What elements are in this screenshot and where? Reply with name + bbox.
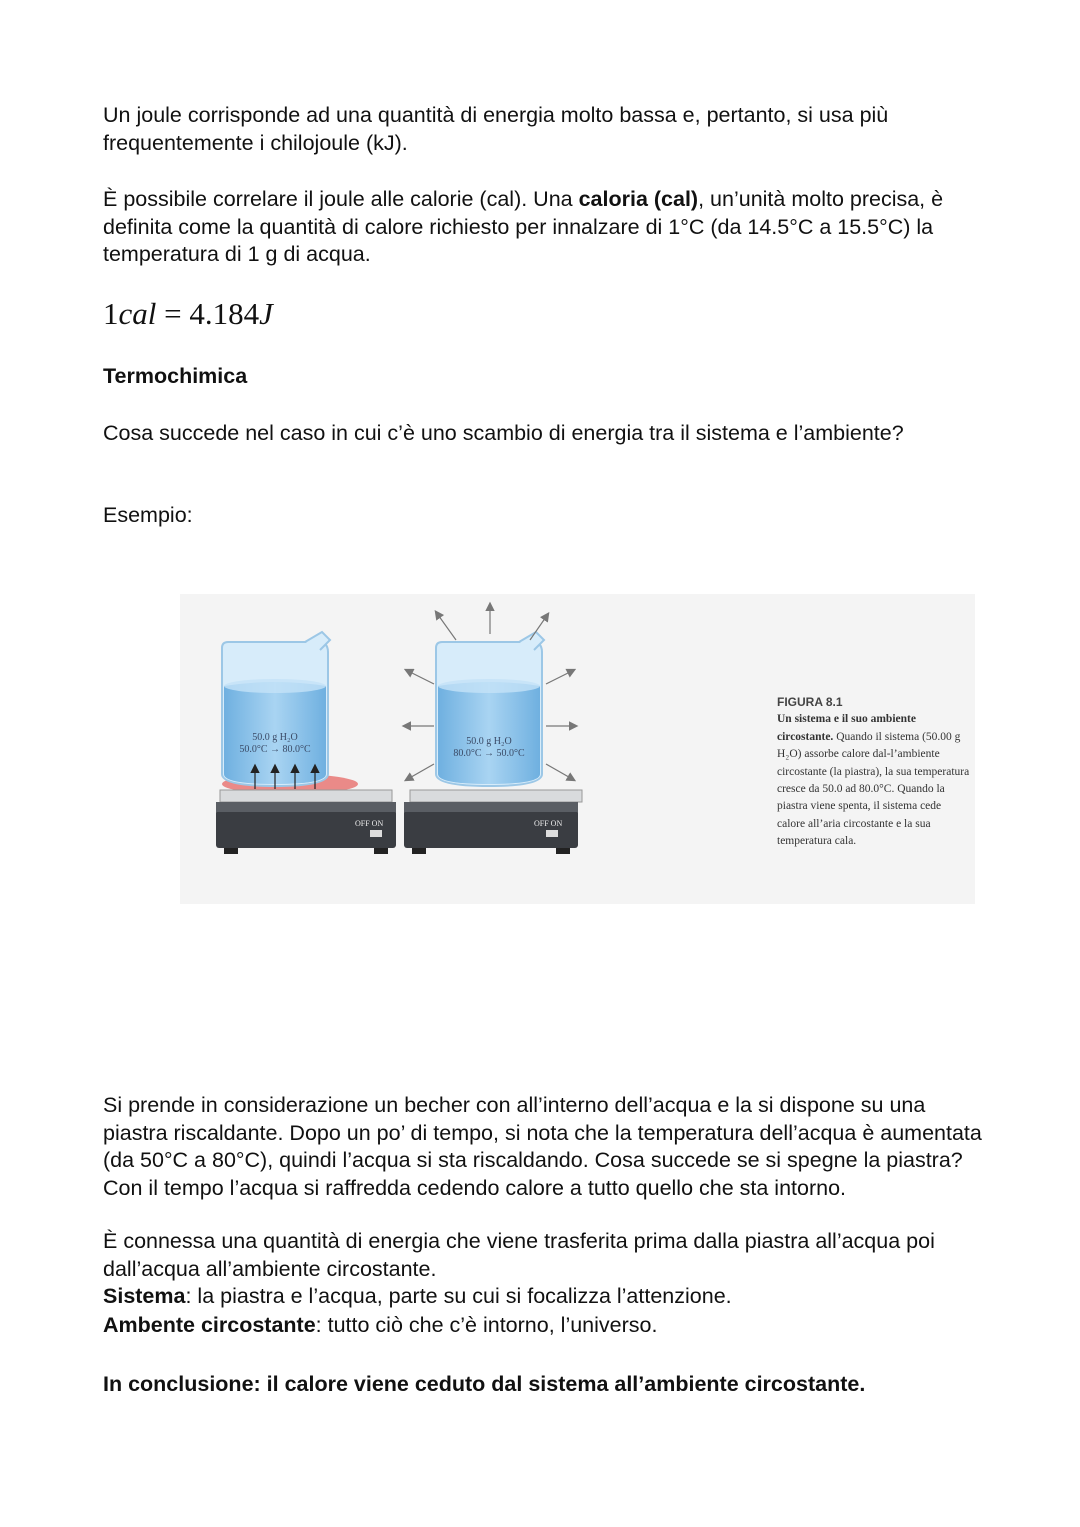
formula-rhs-unit: J xyxy=(259,296,273,331)
sistema-term: Sistema xyxy=(103,1284,186,1308)
formula-equals: = xyxy=(156,296,190,331)
intro-paragraph: Un joule corrisponde ad una quantità di energia molto bassa e, pertanto, si usa più frequentemente i chilojoule (kJ). xyxy=(103,103,889,155)
calorie-definition-paragraph xyxy=(103,186,983,269)
sistema-text: : la piastra e l’acqua, parte su cui si focalizza l’attenzione. xyxy=(185,1284,732,1308)
hot-plate-2 xyxy=(404,810,578,848)
formula-lhs-unit: cal xyxy=(118,296,157,331)
conclusion: In conclusione: il calore viene ceduto dal sistema all’ambiente circostante. xyxy=(103,1372,866,1396)
formula-rhs-number: 4.184 xyxy=(189,296,260,331)
beaker-heating xyxy=(216,632,396,854)
switch-label-1: OFF ON xyxy=(355,819,384,828)
caption-bold: Un sistema e il suo ambiente circostante. xyxy=(777,713,916,743)
hot-plate-1 xyxy=(216,810,396,848)
formula-lhs-number: 1 xyxy=(103,296,119,331)
caption-text: Quando il sistema (50.00 g H₂O) assorbe calore dal-l’ambiente circostante (la piastra), la sua temperatura cresce da 50.0 ad 80.0°C. Quando la piastra viene spenta, il sistema cede calore all’aria circostante e la sua temperatura cala. xyxy=(777,730,970,848)
figure-8-1 xyxy=(180,594,975,904)
calorie-text-before: È possibile correlare il joule alle calorie (cal). Una xyxy=(103,187,579,211)
ambiente-term: Ambente circostante xyxy=(103,1313,316,1337)
beaker2-mass-label: 50.0 g H₂O xyxy=(466,736,512,747)
calorie-text-after: , un’unità molto precisa, è definita come la quantità di calore richiesto per innalzare di 1°C (da 14.5°C a 15.5°C) la temperatura di 1 g di acqua. xyxy=(103,187,944,266)
ambiente-text: : tutto ciò che c’è intorno, l’universo. xyxy=(315,1313,658,1337)
question-paragraph: Cosa succede nel caso in cui c’è uno scambio di energia tra il sistema e l’ambiente? xyxy=(103,421,904,445)
sistema-definition xyxy=(103,1283,983,1311)
conversion-formula xyxy=(103,296,273,332)
beaker-water xyxy=(438,682,540,784)
beaker-cooling xyxy=(404,604,582,854)
energy-transfer-paragraph: È connessa una quantità di energia che viene trasferita prima dalla piastra all’acqua poi dall’acqua all’ambiente circostante. xyxy=(103,1229,935,1281)
example-label: Esempio: xyxy=(103,503,193,527)
beaker2-temp-label: 80.0°C → 50.0°C xyxy=(453,748,525,759)
hot-plate-top xyxy=(220,790,392,802)
calorie-term: caloria (cal) xyxy=(578,187,699,211)
switch-label-2: OFF ON xyxy=(534,819,563,828)
figure-caption xyxy=(777,694,972,851)
section-heading: Termochimica xyxy=(103,364,248,388)
explanation-paragraph: Si prende in considerazione un becher con all’interno dell’acqua e la si dispone su una piastra riscaldante. Dopo un po’ di tempo, si nota che la temperatura dell’acqua è aumentata (da 50°C a 80°C), quindi l’acqua si sta riscaldando. Cosa succede se si spegne la piastra? Con il tempo l’acqua si raffredda cedendo calore a tutto quello che sta intorno. xyxy=(103,1093,982,1200)
beaker1-temp-label: 50.0°C → 80.0°C xyxy=(239,744,311,755)
caption-title: FIGURA 8.1 xyxy=(777,695,843,709)
ambiente-definition xyxy=(103,1312,983,1340)
beaker1-mass-label: 50.0 g H₂O xyxy=(252,732,298,743)
